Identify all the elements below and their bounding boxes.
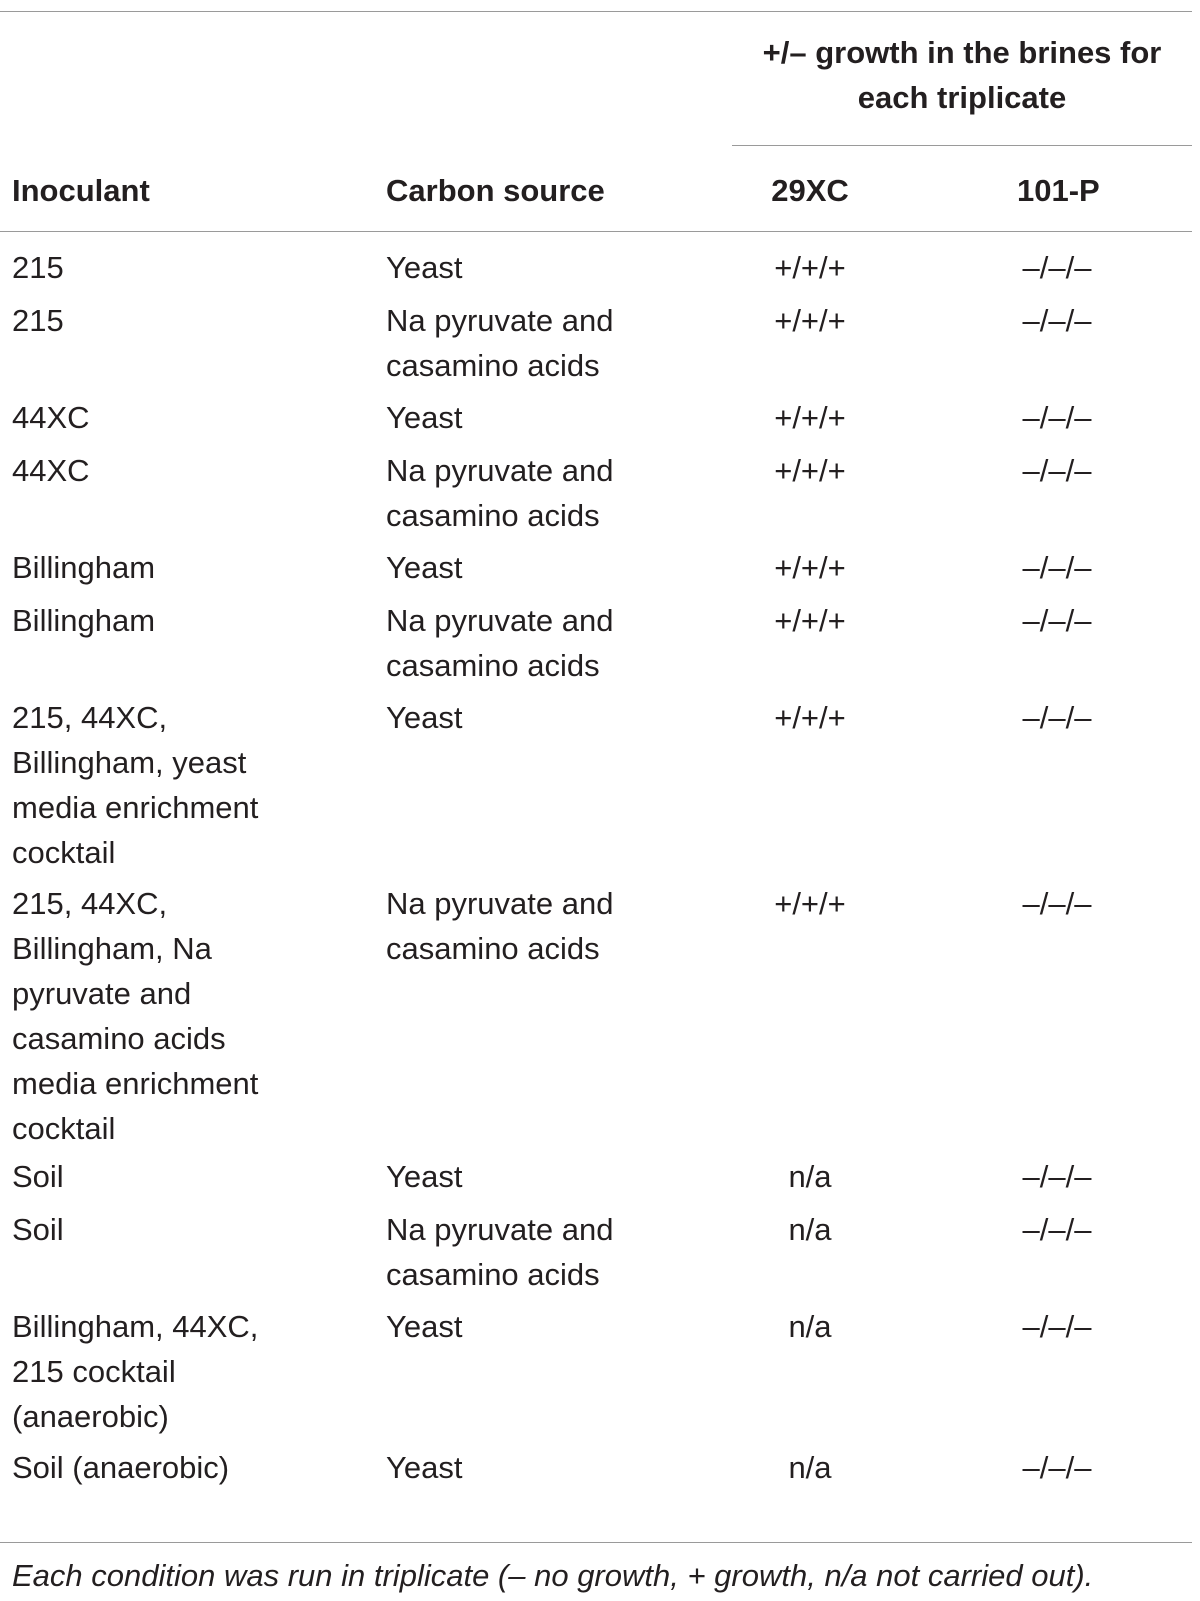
carbon-source-cell: Yeast <box>386 1309 463 1344</box>
growth-101p-cell: –/–/– <box>1022 603 1092 638</box>
inoculant-cell: 44XC <box>12 400 90 435</box>
carbon-source-cell: Na pyruvate and casamino acids <box>386 886 614 966</box>
inoculant-cell: Soil <box>12 1212 64 1247</box>
carbon-source-cell: Yeast <box>386 250 463 285</box>
carbon-source-cell: Yeast <box>386 400 463 435</box>
inoculant-cell: 215, 44XC, Billingham, yeast media enrichment cocktail <box>12 700 259 870</box>
carbon-source-cell: Yeast <box>386 1450 463 1485</box>
carbon-source-cell: Na pyruvate and casamino acids <box>386 453 614 533</box>
carbon-source-cell: Na pyruvate and casamino acids <box>386 303 614 383</box>
growth-29xc-cell: +/+/+ <box>774 303 846 338</box>
inoculant-cell: 215, 44XC, Billingham, Na pyruvate and casamino acids media enrichment cocktail <box>12 886 259 1146</box>
header-rule <box>0 231 1192 232</box>
inoculant-cell: Soil <box>12 1159 64 1194</box>
inoculant-cell: Billingham <box>12 603 156 638</box>
inoculant-cell: 215 <box>12 303 64 338</box>
growth-29xc-cell: +/+/+ <box>774 453 846 488</box>
growth-29xc-cell: +/+/+ <box>774 550 846 585</box>
growth-29xc-cell: n/a <box>788 1212 832 1247</box>
table-bottom-rule <box>0 1542 1192 1543</box>
table-top-rule <box>0 11 1192 12</box>
growth-101p-cell: –/–/– <box>1022 1159 1092 1194</box>
carbon-source-cell: Na pyruvate and casamino acids <box>386 1212 614 1292</box>
growth-29xc-cell: +/+/+ <box>774 400 846 435</box>
growth-101p-cell: –/–/– <box>1022 886 1092 921</box>
growth-101p-cell: –/–/– <box>1022 1450 1092 1485</box>
inoculant-cell: 215 <box>12 250 64 285</box>
growth-101p-cell: –/–/– <box>1022 700 1092 735</box>
growth-101p-cell: –/–/– <box>1022 453 1092 488</box>
column-header-inoculant: Inoculant <box>12 173 150 208</box>
carbon-source-cell: Yeast <box>386 550 463 585</box>
inoculant-cell: Billingham <box>12 550 156 585</box>
span-header-rule <box>732 145 1192 146</box>
growth-101p-cell: –/–/– <box>1022 400 1092 435</box>
growth-101p-cell: –/–/– <box>1022 1212 1092 1247</box>
growth-29xc-cell: +/+/+ <box>774 603 846 638</box>
growth-29xc-cell: +/+/+ <box>774 700 846 735</box>
column-header-29xc: 29XC <box>771 173 849 208</box>
inoculant-cell: Soil (anaerobic) <box>12 1450 230 1485</box>
growth-101p-cell: –/–/– <box>1022 1309 1092 1344</box>
growth-29xc-cell: n/a <box>788 1159 832 1194</box>
column-header-101p: 101-P <box>1017 173 1100 208</box>
table-footnote: Each condition was run in triplicate (– no growth, + growth, n/a not carried out). <box>12 1558 1094 1593</box>
column-header-carbon-source: Carbon source <box>386 173 605 208</box>
growth-29xc-cell: +/+/+ <box>774 250 846 285</box>
carbon-source-cell: Yeast <box>386 700 463 735</box>
growth-29xc-cell: n/a <box>788 1450 832 1485</box>
carbon-source-cell: Na pyruvate and casamino acids <box>386 603 614 683</box>
inoculant-cell: 44XC <box>12 453 90 488</box>
growth-29xc-cell: +/+/+ <box>774 886 846 921</box>
growth-101p-cell: –/–/– <box>1022 250 1092 285</box>
growth-101p-cell: –/–/– <box>1022 303 1092 338</box>
carbon-source-cell: Yeast <box>386 1159 463 1194</box>
growth-101p-cell: –/–/– <box>1022 550 1092 585</box>
growth-29xc-cell: n/a <box>788 1309 832 1344</box>
growth-span-header: +/– growth in the brines for each triplicate <box>762 35 1162 115</box>
inoculant-cell: Billingham, 44XC, 215 cocktail (anaerobic) <box>12 1309 259 1434</box>
